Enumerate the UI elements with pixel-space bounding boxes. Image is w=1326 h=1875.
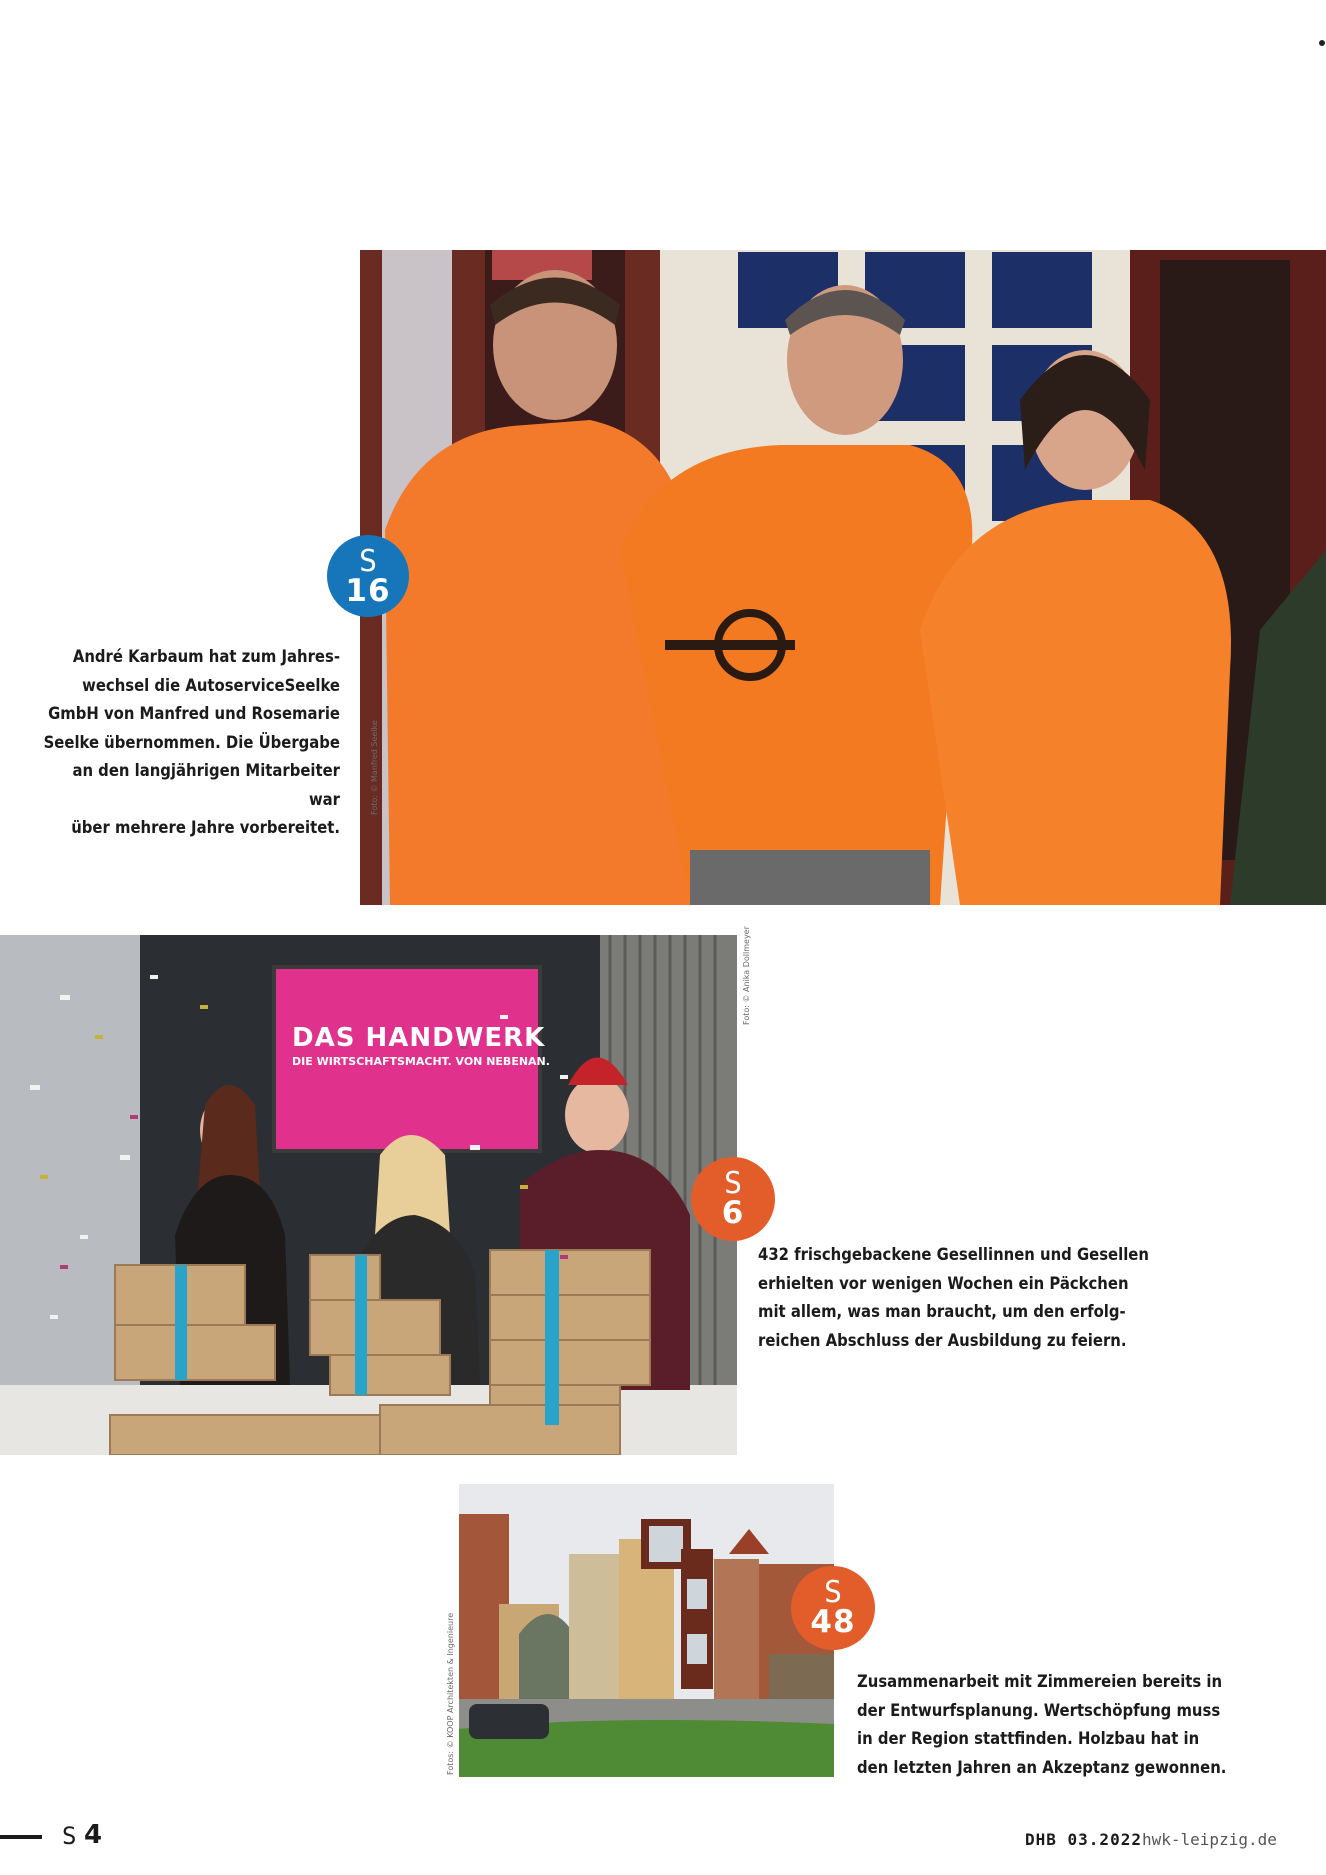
website-link[interactable]: hwk-leipzig.de <box>1142 1830 1277 1849</box>
screen-subline: DIE WIRTSCHAFTSMACHT. VON NEBENAN. <box>292 1055 550 1068</box>
magazine-issue: DHB 03.2022 <box>1025 1830 1142 1849</box>
caption-line: Seelke übernommen. Die Übergabe <box>43 732 340 752</box>
photo-key-handover <box>360 250 1326 905</box>
caption-line: über mehrere Jahre vorbereitet. <box>71 818 340 837</box>
photo-credit: Fotos: © KOOP Architekten & Ingenieure <box>446 1612 455 1775</box>
caption-line: in der Region stattfinden. Holzbau hat in <box>857 1729 1200 1748</box>
page-corner-mark <box>1319 40 1325 46</box>
caption-line: wechsel die AutoserviceSeelke <box>82 675 340 695</box>
page-reference-badge[interactable] <box>791 1566 875 1650</box>
badge-page-number: 48 <box>810 1604 856 1640</box>
caption-line: 432 frischgebackene Gesellinnen und Gesellen <box>758 1245 1149 1264</box>
badge-prefix: S <box>823 1575 843 1610</box>
caption-line: GmbH von Manfred und Rosemarie <box>48 704 340 723</box>
page-reference-badge[interactable] <box>691 1157 775 1241</box>
caption-line: reichen Abschluss der Ausbildung zu feiern. <box>758 1330 1127 1350</box>
caption-line: erhielten vor wenigen Wochen ein Päckchen <box>758 1273 1129 1293</box>
article-caption <box>40 643 340 843</box>
article-caption <box>758 1241 1188 1355</box>
badge-prefix: S <box>358 544 378 579</box>
screen-headline: DAS HANDWERK <box>292 1023 546 1053</box>
article-caption <box>857 1668 1287 1782</box>
photo-journeyman-packages <box>0 935 737 1455</box>
page-number-prefix: S <box>62 1822 77 1850</box>
page-number: 4 <box>84 1820 103 1850</box>
caption-line: an den langjährigen Mitarbeiter war <box>72 761 340 809</box>
badge-page-number: 16 <box>345 573 391 609</box>
caption-line: mit allem, was man braucht, um den erfolg- <box>758 1302 1126 1321</box>
badge-page-number: 6 <box>721 1195 745 1231</box>
photo-credit: Foto: © Anika Dollmeyer <box>742 926 751 1025</box>
caption-line: André Karbaum hat zum Jahres- <box>72 647 340 666</box>
footer-rule <box>0 1835 42 1839</box>
photo-credit: Foto: © Manfred Seelke <box>370 720 379 815</box>
caption-line: den letzten Jahren an Akzeptanz gewonnen. <box>857 1757 1227 1777</box>
caption-line: Zusammenarbeit mit Zimmereien bereits in <box>857 1672 1223 1691</box>
photo-timber-building <box>459 1484 834 1777</box>
page-reference-badge[interactable] <box>327 535 409 617</box>
caption-line: der Entwurfsplanung. Wertschöpfung muss <box>857 1700 1221 1720</box>
badge-prefix: S <box>723 1166 743 1201</box>
